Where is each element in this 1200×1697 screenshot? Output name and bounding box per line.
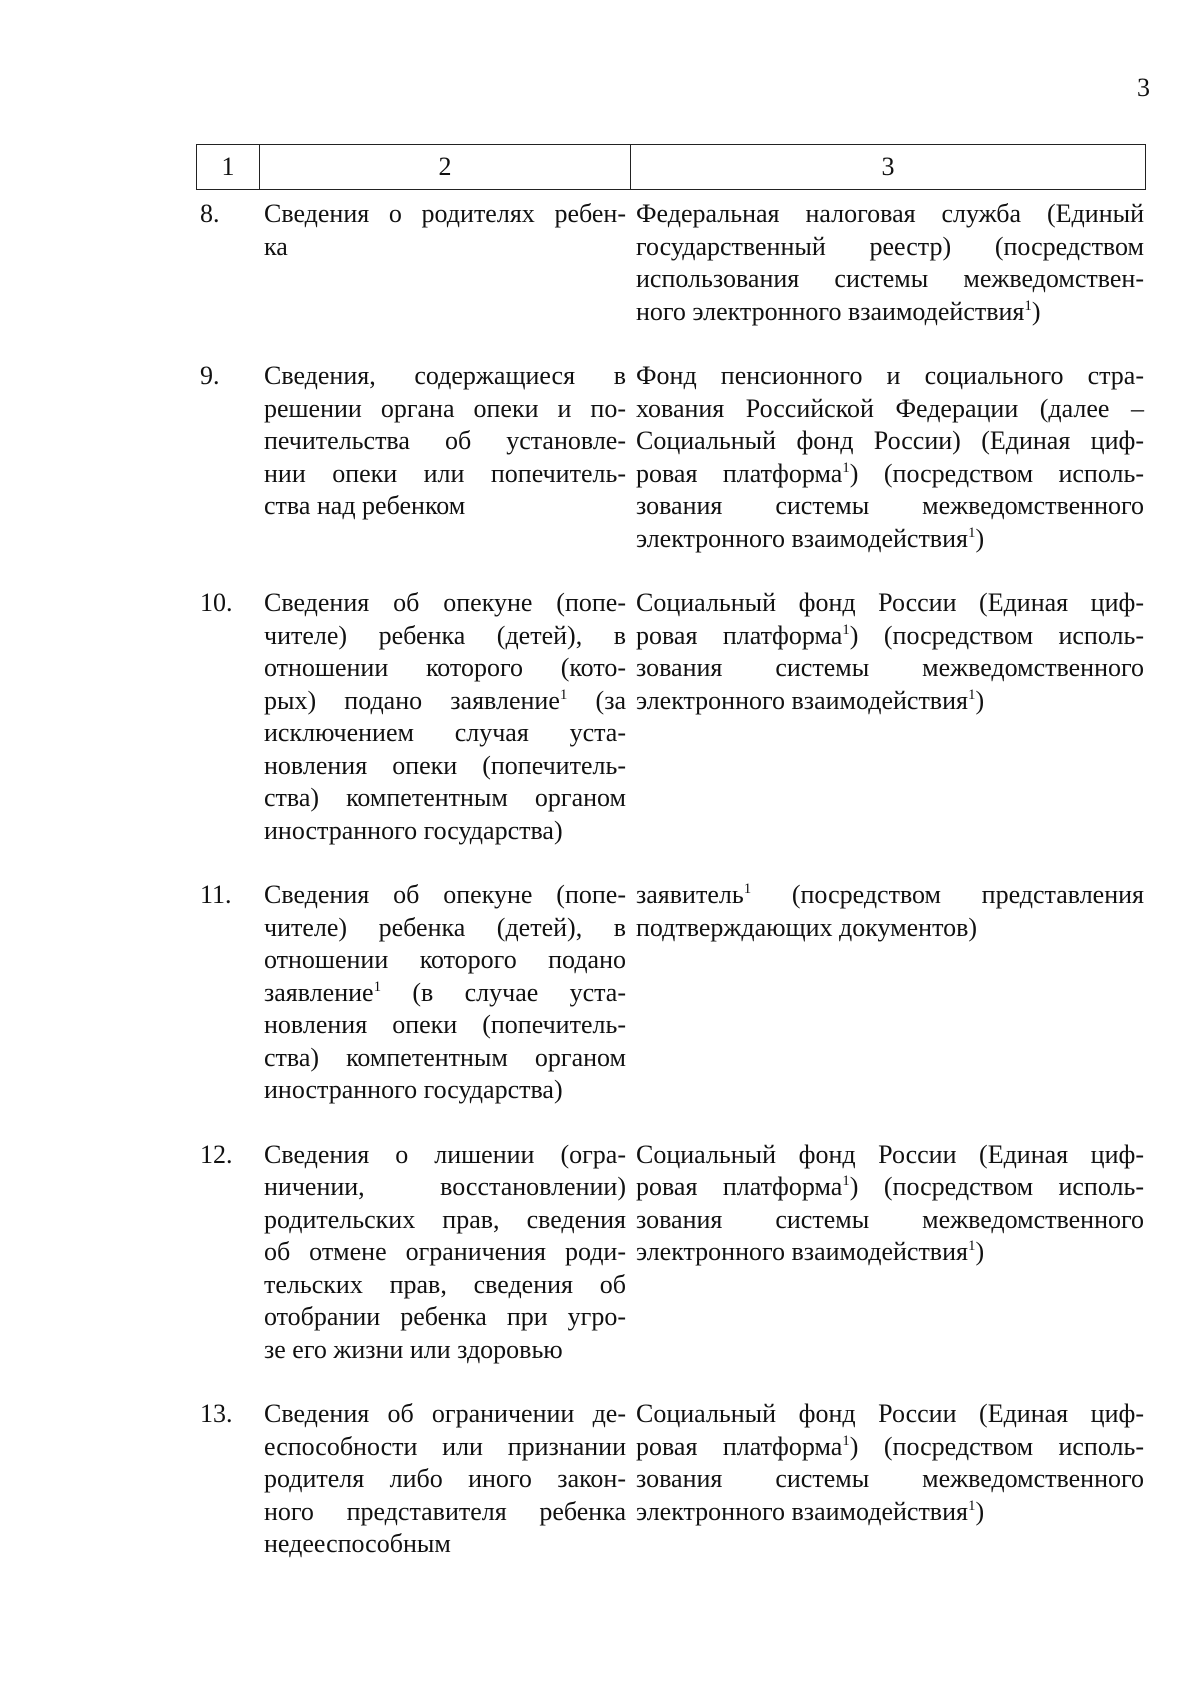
description-line: новления опеки (попечитель- xyxy=(264,750,626,780)
source-line: использования системы межведомствен- xyxy=(636,264,1144,293)
description-line: еспособности или признании xyxy=(264,1431,626,1461)
description-line: чителе) ребенка (детей), в xyxy=(264,912,626,942)
row-number: 10. xyxy=(200,588,233,617)
description-line: Сведения об опекуне (попе- xyxy=(264,880,626,909)
source-line: хования Российской Федерации (далее – xyxy=(636,393,1144,423)
footnote-mark: 1 xyxy=(842,459,850,476)
row-description xyxy=(262,1139,626,1367)
footnote-mark: 1 xyxy=(842,1173,850,1189)
description-line: недееспособным xyxy=(264,1529,451,1558)
source-line: ровая платформа$^1$) (посредством исполь- xyxy=(636,620,1144,650)
description-line: об отмене ограничения роди- xyxy=(264,1237,626,1266)
table-header xyxy=(196,144,1146,190)
description-line: Сведения о родителях ребен- xyxy=(264,199,626,228)
source-line: Социальный фонд России (Единая циф- xyxy=(636,1399,1144,1428)
source-line: Фонд пенсионного и социального стра- xyxy=(636,361,1144,390)
row-number: 9. xyxy=(200,361,220,390)
description-line: Сведения об опекуне (попе- xyxy=(264,588,626,617)
description-line: исключением случая уста- xyxy=(264,718,626,747)
source-line: электронного взаимодействия$^1$) xyxy=(636,1496,985,1526)
page-number: 3 xyxy=(1137,73,1150,102)
row-description xyxy=(262,360,626,555)
row-source xyxy=(636,1139,1144,1367)
description-line: Сведения об ограничении де- xyxy=(264,1399,626,1428)
description-line: Сведения о лишении (огра- xyxy=(264,1139,626,1169)
table-row xyxy=(196,1398,1146,1561)
row-number: 12. xyxy=(200,1139,233,1169)
description-line: иностранного государства) xyxy=(264,815,563,845)
description-line: ка xyxy=(264,231,288,261)
source-line: зования системы межведомственного xyxy=(636,491,1144,520)
footnote-mark: 1 xyxy=(743,881,752,897)
source-line: ровая платформа$^1$) (посредством исполь- xyxy=(636,1431,1144,1461)
description-line: решении органа опеки и по- xyxy=(264,393,626,423)
footnote-mark: 1 xyxy=(842,1432,850,1449)
source-line: электронного взаимодействия$^1$) xyxy=(636,1237,985,1266)
description-line: печительства об установле- xyxy=(264,426,626,455)
footnote-mark: 1 xyxy=(559,686,568,703)
source-line: государственный реестр) (посредством xyxy=(636,231,1144,261)
description-line: отобрании ребенка при угро- xyxy=(264,1302,626,1331)
description-line: нии опеки или попечитель- xyxy=(264,458,626,488)
description-line: отношении которого (кото- xyxy=(264,653,626,682)
description-line: ства) компетентным органом xyxy=(264,783,626,812)
row-description xyxy=(262,198,626,328)
footnote-mark: 1 xyxy=(1024,297,1032,314)
description-line: ства над ребенком xyxy=(264,491,466,520)
source-line: ровая платформа$^1$) (посредством исполь- xyxy=(636,1172,1144,1201)
source-line: подтверждающих документов) xyxy=(636,912,978,942)
row-source xyxy=(636,360,1144,555)
source-line: электронного взаимодействия$^1$) xyxy=(636,685,985,715)
row-number: 8. xyxy=(200,199,220,228)
source-line: заявитель$^1$ (посредством представления xyxy=(636,880,1144,909)
description-line: новления опеки (попечитель- xyxy=(264,1010,626,1039)
header-col-1: 1 xyxy=(197,145,260,190)
row-description xyxy=(262,587,626,847)
source-line: зования системы межведомственного xyxy=(636,1204,1144,1234)
row-source xyxy=(636,198,1144,328)
table-body xyxy=(196,198,1146,1593)
source-line: Социальный фонд России (Единая циф- xyxy=(636,1139,1144,1169)
source-line: зования системы межведомственного xyxy=(636,653,1144,682)
description-line: ства) компетентным органом xyxy=(264,1042,626,1072)
row-source xyxy=(636,879,1144,1107)
footnote-mark: 1 xyxy=(967,524,976,541)
table-row xyxy=(196,879,1146,1107)
source-line: ного электронного взаимодействия$^1$) xyxy=(636,296,1041,326)
description-line: зе его жизни или здоровью xyxy=(264,1334,563,1364)
footnote-mark: 1 xyxy=(373,978,382,995)
table-row xyxy=(196,1139,1146,1367)
table-row xyxy=(196,198,1146,328)
description-line: родительских прав, сведения xyxy=(264,1204,626,1234)
source-line: Федеральная налоговая служба (Единый xyxy=(636,199,1144,228)
row-number: 11. xyxy=(200,880,232,909)
description-line: рых) подано заявление$^1$ (за xyxy=(264,685,626,715)
source-line: Социальный фонд России) (Единая циф- xyxy=(636,426,1144,455)
description-line: чителе) ребенка (детей), в xyxy=(264,620,626,650)
row-source xyxy=(636,587,1144,847)
table-row xyxy=(196,587,1146,847)
header-col-3: 3 xyxy=(631,145,1146,190)
source-line: Социальный фонд России (Единая циф- xyxy=(636,588,1144,617)
description-line: отношении которого подано xyxy=(264,945,626,974)
footnote-mark: 1 xyxy=(967,686,976,703)
table-row xyxy=(196,360,1146,555)
source-line: зования системы межведомственного xyxy=(636,1464,1144,1493)
row-description xyxy=(262,879,626,1107)
source-line: электронного взаимодействия$^1$) xyxy=(636,523,985,553)
description-line: тельских прав, сведения об xyxy=(264,1269,626,1299)
row-number: 13. xyxy=(200,1399,233,1428)
source-line: ровая платформа$^1$) (посредством исполь- xyxy=(636,458,1144,488)
description-line: иностранного государства) xyxy=(264,1075,563,1104)
description-line: ничении, восстановлении) xyxy=(264,1172,626,1201)
footnote-mark: 1 xyxy=(842,621,850,638)
header-col-2: 2 xyxy=(260,145,631,190)
row-description xyxy=(262,1398,626,1561)
description-line: заявление$^1$ (в случае уста- xyxy=(264,977,626,1007)
footnote-mark: 1 xyxy=(967,1497,976,1514)
row-source xyxy=(636,1398,1144,1561)
footnote-mark: 1 xyxy=(967,1238,976,1254)
description-line: Сведения, содержащиеся в xyxy=(264,361,626,390)
description-line: ного представителя ребенка xyxy=(264,1496,626,1526)
description-line: родителя либо иного закон- xyxy=(264,1464,626,1493)
